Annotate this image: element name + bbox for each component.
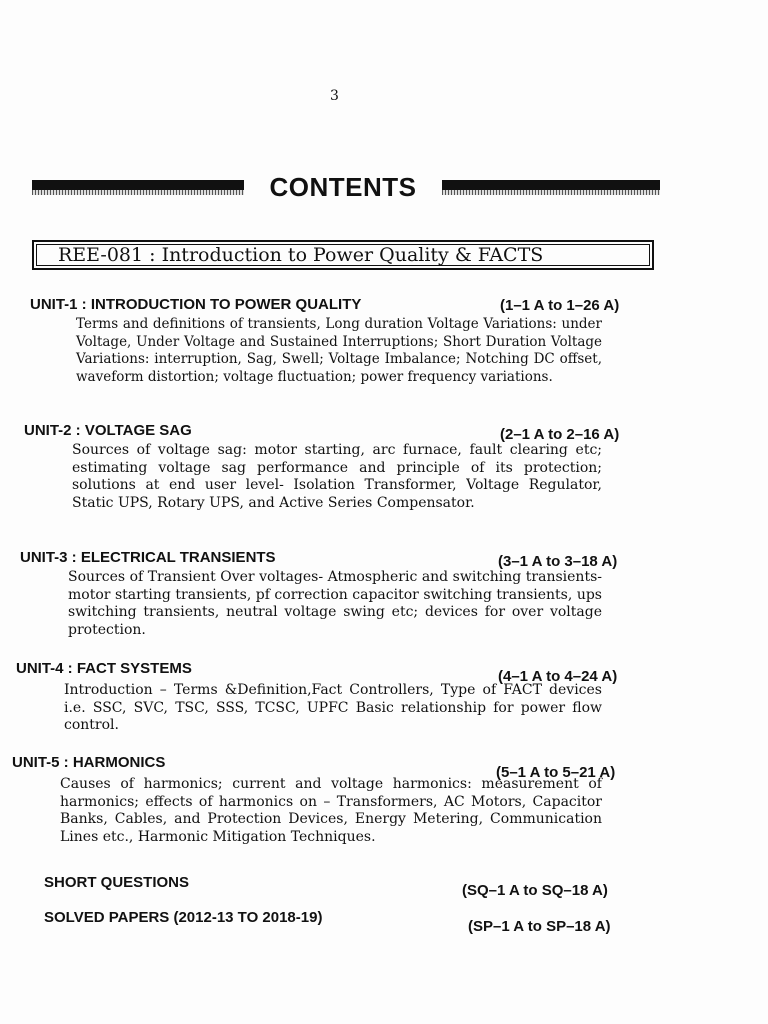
unit-5-title: UNIT-5 : HARMONICS (12, 754, 166, 771)
page-number: 3 (330, 88, 339, 104)
contents-heading-bar (32, 172, 660, 204)
right-rule-hatch (442, 190, 660, 195)
unit-2-title: UNIT-2 : VOLTAGE SAG (24, 422, 192, 439)
short-questions-page-range: (SQ–1 A to SQ–18 A) (462, 882, 608, 899)
unit-1-description: Terms and definitions of transients, Long duration Voltage Variations: under Voltage, Under Voltage and Sustained Interruptions; Short Duration Voltage Variations: interruption, Sag, Swell; Voltage Imbalance; Notching DC offset, waveform distortion; voltage fluctuation; power frequency variations. (76, 316, 602, 385)
unit-5-description: Causes of harmonics; current and voltage harmonics: measurement of harmonics; effects of harmonics on – Transformers, AC Motors, Capacitor Banks, Cables, and Protection Devices, Energy Metering, Communication Lines etc., Harmonic Mitigation Techniques. (60, 776, 602, 845)
unit-1-page-range: (1–1 A to 1–26 A) (500, 297, 620, 314)
unit-1-title: UNIT-1 : INTRODUCTION TO POWER QUALITY (30, 296, 362, 313)
unit-4-page-range: (4–1 A to 4–24 A) (498, 668, 618, 685)
contents-title: CONTENTS (269, 172, 417, 202)
course-title: REE-081 : Introduction to Power Quality & FACTS (58, 244, 544, 266)
course-title-box (32, 240, 654, 270)
unit-3-title: UNIT-3 : ELECTRICAL TRANSIENTS (20, 549, 276, 566)
unit-4-description: Introduction – Terms &Definition,Fact Controllers, Type of FACT devices i.e. SSC, SVC, TSC, SSS, TCSC, UPFC Basic relationship for power flow control. (64, 682, 602, 734)
unit-4-title: UNIT-4 : FACT SYSTEMS (16, 660, 192, 677)
unit-2-description: Sources of voltage sag: motor starting, arc furnace, fault clearing etc; estimating voltage sag performance and principle of its protection; solutions at end user level- Isolation Transformer, Voltage Regulator, Static UPS, Rotary UPS, and Active Series Compensator. (72, 442, 602, 511)
unit-2-page-range: (2–1 A to 2–16 A) (500, 426, 620, 443)
unit-3-page-range: (3–1 A to 3–18 A) (498, 553, 618, 570)
solved-papers-page-range: (SP–1 A to SP–18 A) (468, 918, 611, 935)
short-questions-title: SHORT QUESTIONS (44, 874, 190, 891)
left-rule (32, 180, 244, 190)
right-rule (442, 180, 660, 190)
unit-3-description: Sources of Transient Over voltages- Atmospheric and switching transients- motor starting transients, pf correction capacitor switching transients, ups switching transients, neutral voltage swing etc; devices for over voltage protection. (68, 569, 602, 638)
unit-5-page-range: (5–1 A to 5–21 A) (496, 764, 616, 781)
left-rule-hatch (32, 190, 244, 195)
solved-papers-title: SOLVED PAPERS (2012-13 TO 2018-19) (44, 909, 323, 926)
